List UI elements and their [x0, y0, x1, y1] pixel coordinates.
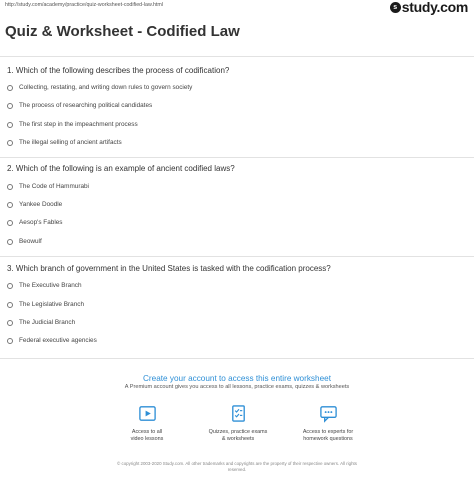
radio-button[interactable] — [7, 239, 13, 245]
q3-option-c[interactable] — [7, 318, 75, 327]
option-label: The Legislative Branch — [19, 301, 85, 308]
feature-label: Access to all video lessons — [130, 429, 164, 442]
radio-button[interactable] — [7, 184, 13, 190]
radio-button[interactable] — [7, 85, 13, 91]
question-1: 1. Which of the following describes the process of codification? — [7, 66, 230, 75]
q1-option-c[interactable] — [7, 120, 138, 129]
copyright-footer: © copyright 2003-2020 Study.com. All other trademarks and copyrights are the property of their respective owners. All rights reserved. — [117, 461, 357, 472]
premium-description: A Premium account gives you access to all lessons, practice exams, quizzes & worksheets — [124, 384, 350, 390]
radio-button[interactable] — [7, 338, 13, 344]
option-label: The first step in the impeachment process — [19, 121, 138, 128]
radio-button[interactable] — [7, 103, 13, 109]
video-play-icon — [138, 404, 157, 423]
option-label: The Code of Hammurabi — [19, 183, 89, 190]
feature-label: Quizzes, practice exams & worksheets — [208, 429, 268, 442]
radio-button[interactable] — [7, 283, 13, 289]
feature-quizzes — [193, 404, 283, 443]
expert-chat-icon — [319, 404, 338, 423]
q2-option-d[interactable] — [7, 237, 42, 246]
question-divider — [0, 157, 474, 158]
q2-option-c[interactable] — [7, 218, 63, 227]
q1-option-d[interactable] — [7, 138, 122, 147]
question-divider — [0, 358, 474, 359]
feature-label: Access to experts for homework questions — [302, 429, 354, 442]
question-divider — [0, 256, 474, 257]
radio-button[interactable] — [7, 140, 13, 146]
logo-text: study.com — [401, 0, 468, 15]
radio-button[interactable] — [7, 202, 13, 208]
option-label: Yankee Doodle — [19, 201, 63, 208]
q3-option-b[interactable] — [7, 300, 84, 309]
option-label: The Executive Branch — [19, 282, 82, 289]
q2-option-b[interactable] — [7, 200, 62, 209]
q2-option-a[interactable] — [7, 182, 89, 191]
option-label: The Judicial Branch — [19, 319, 76, 326]
radio-button[interactable] — [7, 220, 13, 226]
option-label: The process of researching political candidates — [19, 102, 153, 109]
feature-experts — [283, 404, 373, 443]
option-label: Collecting, restating, and writing down rules to govern society — [19, 84, 193, 91]
study-logo-icon: s — [390, 2, 401, 13]
q1-option-a[interactable] — [7, 83, 192, 92]
radio-button[interactable] — [7, 122, 13, 128]
q3-option-a[interactable] — [7, 281, 82, 290]
feature-video-lessons — [102, 404, 192, 443]
q1-option-b[interactable] — [7, 101, 152, 110]
quiz-worksheet-icon — [229, 404, 248, 423]
option-label: Federal executive agencies — [19, 337, 97, 344]
page-title: Quiz & Worksheet - Codified Law — [5, 23, 240, 40]
title-divider — [0, 56, 474, 57]
question-2: 2. Which of the following is an example of ancient codified laws? — [7, 164, 235, 173]
question-3: 3. Which branch of government in the United States is tasked with the codification process? — [7, 264, 331, 273]
radio-button[interactable] — [7, 320, 13, 326]
option-label: Aesop's Fables — [19, 219, 63, 226]
option-label: Beowulf — [19, 238, 42, 245]
page-url: http://study.com/academy/practice/quiz-worksheet-codified-law.html — [5, 2, 163, 8]
create-account-link[interactable]: Create your account to access this entire worksheet — [143, 374, 331, 383]
option-label: The illegal selling of ancient artifacts — [19, 139, 122, 146]
radio-button[interactable] — [7, 302, 13, 308]
study-logo[interactable] — [390, 0, 468, 14]
q3-option-d[interactable] — [7, 336, 97, 345]
